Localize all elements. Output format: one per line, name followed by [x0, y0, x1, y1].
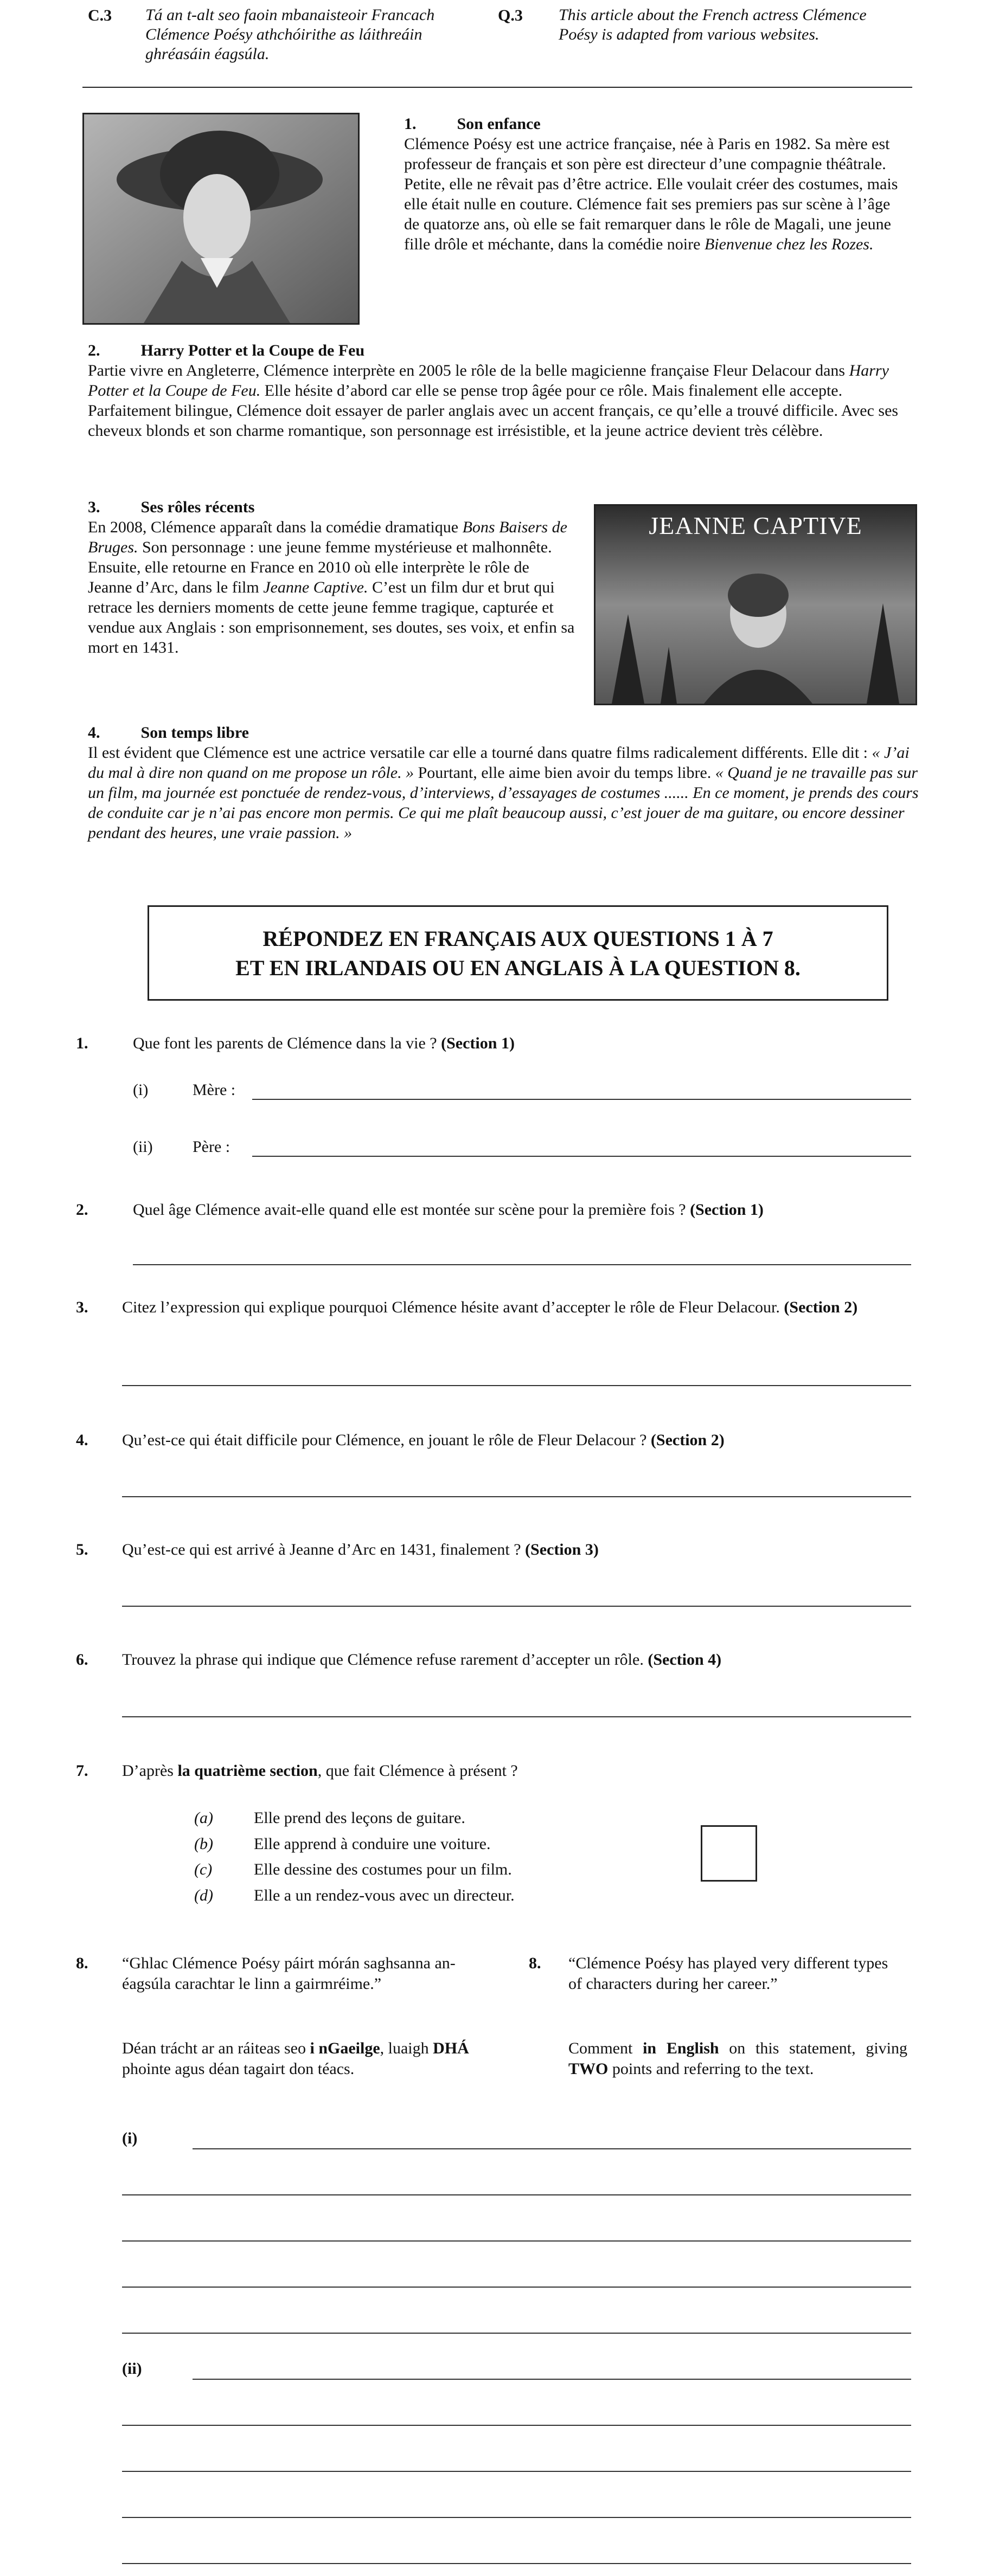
q7-question-bold: la quatrième section: [177, 1762, 318, 1780]
q7-option-b[interactable]: Elle apprend à conduire une voiture.: [254, 1835, 491, 1853]
q8-ga-instr-d: phointe agus déan tagairt don téacs.: [122, 2060, 355, 2078]
q6-number: 6.: [76, 1651, 88, 1669]
q1-number: 1.: [76, 1034, 88, 1052]
section3-film-title-a: Bons Baisers de Bruges.: [88, 518, 567, 556]
q2-answer-line[interactable]: [133, 1264, 911, 1265]
q2-question: Quel âge Clémence avait-elle quand elle est montée sur scène pour la première fois ?: [133, 1201, 690, 1219]
section1-heading: 1. Son enfance: [404, 115, 541, 133]
q6-ref: (Section 4): [648, 1651, 722, 1669]
header-left-number: C.3: [88, 7, 112, 24]
section2-heading: 2. Harry Potter et la Coupe de Feu: [88, 342, 365, 359]
q1-ref: (Section 1): [441, 1034, 515, 1052]
q1-sub-ii-number: (ii): [133, 1138, 153, 1156]
section3-body: [88, 517, 576, 658]
q5-ref: (Section 3): [525, 1541, 599, 1559]
q3-text: [122, 1297, 870, 1318]
q8-en-quote: “Clémence Poésy has played very different types of characters during her career.”: [568, 1954, 888, 1993]
q2-number: 2.: [76, 1201, 88, 1219]
q8-ii-line-1[interactable]: [193, 2379, 911, 2380]
q7-number: 7.: [76, 1762, 88, 1780]
q6-question: Trouvez la phrase qui indique que Clémence refuse rarement d’accepter un rôle.: [122, 1651, 648, 1669]
q8-part-i-label: (i): [122, 2129, 138, 2147]
q3-answer-line[interactable]: [122, 1385, 911, 1386]
q6-answer-line[interactable]: [122, 1716, 911, 1717]
q8-ii-line-3[interactable]: [122, 2471, 911, 2472]
section3-text-b: Son personnage : une jeune femme mystérieuse et malhonnête. Ensuite, elle retourne en France en 2010 où elle interprète le rôle de Jeanne d’Arc, dans le film: [88, 538, 552, 596]
q8-i-line-4[interactable]: [122, 2287, 911, 2288]
q1-text: [133, 1033, 914, 1054]
q4-ref: (Section 2): [650, 1431, 725, 1449]
section2-text-a: Partie vivre en Angleterre, Clémence interprète en 2005 le rôle de la belle magicienne française Fleur Delacour dans: [88, 362, 849, 379]
q7-option-c[interactable]: Elle dessine des costumes pour un film.: [254, 1860, 512, 1878]
q7-option-a[interactable]: Elle prend des leçons de guitare.: [254, 1809, 465, 1827]
q8-ga-instr-a: Déan trácht ar an ráiteas seo: [122, 2039, 310, 2057]
q8-i-line-5[interactable]: [122, 2333, 911, 2334]
q1-sub-ii-label: Père :: [193, 1138, 231, 1156]
section3-text-a: En 2008, Clémence apparaît dans la comédie dramatique: [88, 518, 463, 536]
q2-text: [133, 1200, 919, 1220]
q8-en-instr-d: points and referring to the text.: [608, 2060, 814, 2078]
q4-text: [122, 1430, 914, 1451]
q4-number: 4.: [76, 1431, 88, 1449]
q3-number: 3.: [76, 1298, 88, 1316]
instruction-line-1: RÉPONDEZ EN FRANÇAIS AUX QUESTIONS 1 À 7: [262, 926, 773, 951]
section4-heading: 4. Son temps libre: [88, 724, 249, 742]
q8-ii-line-5[interactable]: [122, 2563, 911, 2564]
q8-en-instr-c: on this statement, giving: [719, 2039, 907, 2057]
section4-quote-b: « Quand je ne travaille pas sur un film, ma journée est ponctuée de rendez-vous, d’interviews, d’essayages de costumes ...... En ce moment, je prends des cours de conduite car je n’ai pas encore mon permis. Ce qui me plaît beaucoup aussi, c’est jouer de ma guitare, ou encore dessiner pendant des heures, une vraie passion. »: [88, 764, 919, 842]
q8-ii-line-4[interactable]: [122, 2517, 911, 2518]
q8-i-line-1[interactable]: [193, 2148, 911, 2149]
q1-mere-answer-line[interactable]: [252, 1099, 911, 1100]
q8-ga-instr-bold-1: i nGaeilge: [310, 2039, 380, 2057]
poster-title: JEANNE CAPTIVE: [649, 512, 862, 539]
q7-text: [122, 1761, 914, 1781]
q1-question: Que font les parents de Clémence dans la vie ?: [133, 1034, 441, 1052]
header-right-text: This article about the French actress Clémence Poésy is adapted from various websites.: [559, 6, 867, 43]
q8-en-instr-bold-1: in English: [643, 2039, 719, 2057]
section3-heading: 3. Ses rôles récents: [88, 498, 255, 516]
section1-text: Clémence Poésy est une actrice française, née à Paris en 1982. Sa mère est professeur de français et son père est directeur d’une compagnie théâtrale. Petite, elle ne rêvait pas d’être actrice. Elle voulait créer des costumes, mais elle était nulle en couture. Clémence fait ses premiers pas sur scène à l’âge de quatorze ans, où elle se fait remarquer dans le rôle de Magali, une jeune fille drôle et méchante, dans la comédie noire: [404, 135, 898, 253]
q1-sub-i-label: Mère :: [193, 1081, 236, 1099]
header-right-number: Q.3: [498, 7, 523, 24]
q1-pere-answer-line[interactable]: [252, 1156, 911, 1157]
portrait-image: [84, 114, 358, 323]
section2-text-b: Elle hésite d’abord car elle se pense trop âgée pour ce rôle. Mais finalement elle accepte. Parfaitement bilingue, Clémence doit essayer de parler anglais avec un accent français, ce qu’elle a trouvé difficile. Avec ses cheveux blonds et son charme romantique, son personnage est irrésistible, et la jeune actrice devient très célèbre.: [88, 382, 899, 440]
q7-question-a: D’après: [122, 1762, 178, 1780]
section4-text-a: Il est évident que Clémence est une actrice versatile car elle a tourné dans quatre films radicalement différents. Elle dit :: [88, 744, 872, 762]
q5-question: Qu’est-ce qui est arrivé à Jeanne d’Arc en 1431, finalement ?: [122, 1541, 526, 1559]
q8-ga-instruction: [122, 2038, 469, 2079]
instruction-box: [148, 905, 888, 1001]
q5-answer-line[interactable]: [122, 1606, 911, 1607]
q1-sub-i-number: (i): [133, 1081, 149, 1099]
section4-body: [88, 743, 920, 843]
q7-option-c-label: (c): [194, 1860, 213, 1878]
q8-ii-line-2[interactable]: [122, 2425, 911, 2426]
q8-en-instr-bold-2: TWO: [568, 2060, 609, 2078]
header-divider: [82, 87, 912, 88]
q7-answer-box[interactable]: [701, 1825, 757, 1882]
q8-ga-quote: “Ghlac Clémence Poésy páirt mórán saghsanna an-éagsúla carachtar le linn a gairmréime.”: [122, 1954, 456, 1993]
q7-option-d-label: (d): [194, 1886, 213, 1904]
q5-text: [122, 1540, 914, 1560]
q8-i-line-3[interactable]: [122, 2240, 911, 2242]
q8-ga-number: 8.: [76, 1954, 88, 1972]
section4-quote-a: « J’ai du mal à dire non quand on me propose un rôle. »: [88, 744, 910, 782]
q3-ref: (Section 2): [784, 1298, 858, 1316]
q7-option-a-label: (a): [194, 1809, 213, 1827]
q8-en-instr-a: Comment: [568, 2039, 643, 2057]
section2-film-title: Harry Potter et la Coupe de Feu.: [88, 362, 889, 400]
jeanne-captive-poster: [594, 504, 917, 705]
q3-question: Citez l’expression qui explique pourquoi Clémence hésite avant d’accepter le rôle de Fleur Delacour.: [122, 1298, 784, 1316]
q8-i-line-2[interactable]: [122, 2194, 911, 2195]
section3-film-title-b: Jeanne Captive.: [263, 578, 368, 596]
section1-body: [404, 134, 908, 254]
q5-number: 5.: [76, 1541, 88, 1559]
header-left-text: Tá an t-alt seo faoin mbanaisteoir Francach Clémence Poésy athchóirithe as láithreáin ghréasáin éagsúla.: [145, 6, 435, 63]
q8-ga-instr-bold-2: DHÁ: [433, 2039, 469, 2057]
q6-text: [122, 1650, 914, 1670]
section2-body: [88, 360, 920, 441]
instruction-line-2: ET EN IRLANDAIS OU EN ANGLAIS À LA QUESTION 8.: [235, 956, 801, 980]
q4-question: Qu’est-ce qui était difficile pour Clémence, en jouant le rôle de Fleur Delacour ?: [122, 1431, 651, 1449]
q8-en-instruction: [568, 2038, 907, 2079]
section4-text-b: Pourtant, elle aime bien avoir du temps libre.: [414, 764, 715, 782]
q8-en-number: 8.: [529, 1954, 541, 1972]
q4-answer-line[interactable]: [122, 1496, 911, 1497]
q2-ref: (Section 1): [690, 1201, 764, 1219]
q8-ga-instr-c: , luaigh: [380, 2039, 433, 2057]
q7-question-b: , que fait Clémence à présent ?: [317, 1762, 518, 1780]
section3-text-c: C’est un film dur et brut qui retrace les derniers moments de cette jeune femme tragique, capturée et vendue aux Anglais : son emprisonnement, ses doutes, ses voix, et enfin sa mort en 1431.: [88, 578, 575, 656]
q7-option-b-label: (b): [194, 1835, 213, 1853]
q7-option-d[interactable]: Elle a un rendez-vous avec un directeur.: [254, 1886, 515, 1904]
q8-part-ii-label: (ii): [122, 2360, 142, 2378]
section1-film-title: Bienvenue chez les Rozes.: [704, 235, 874, 253]
clemence-photo: [82, 113, 360, 325]
